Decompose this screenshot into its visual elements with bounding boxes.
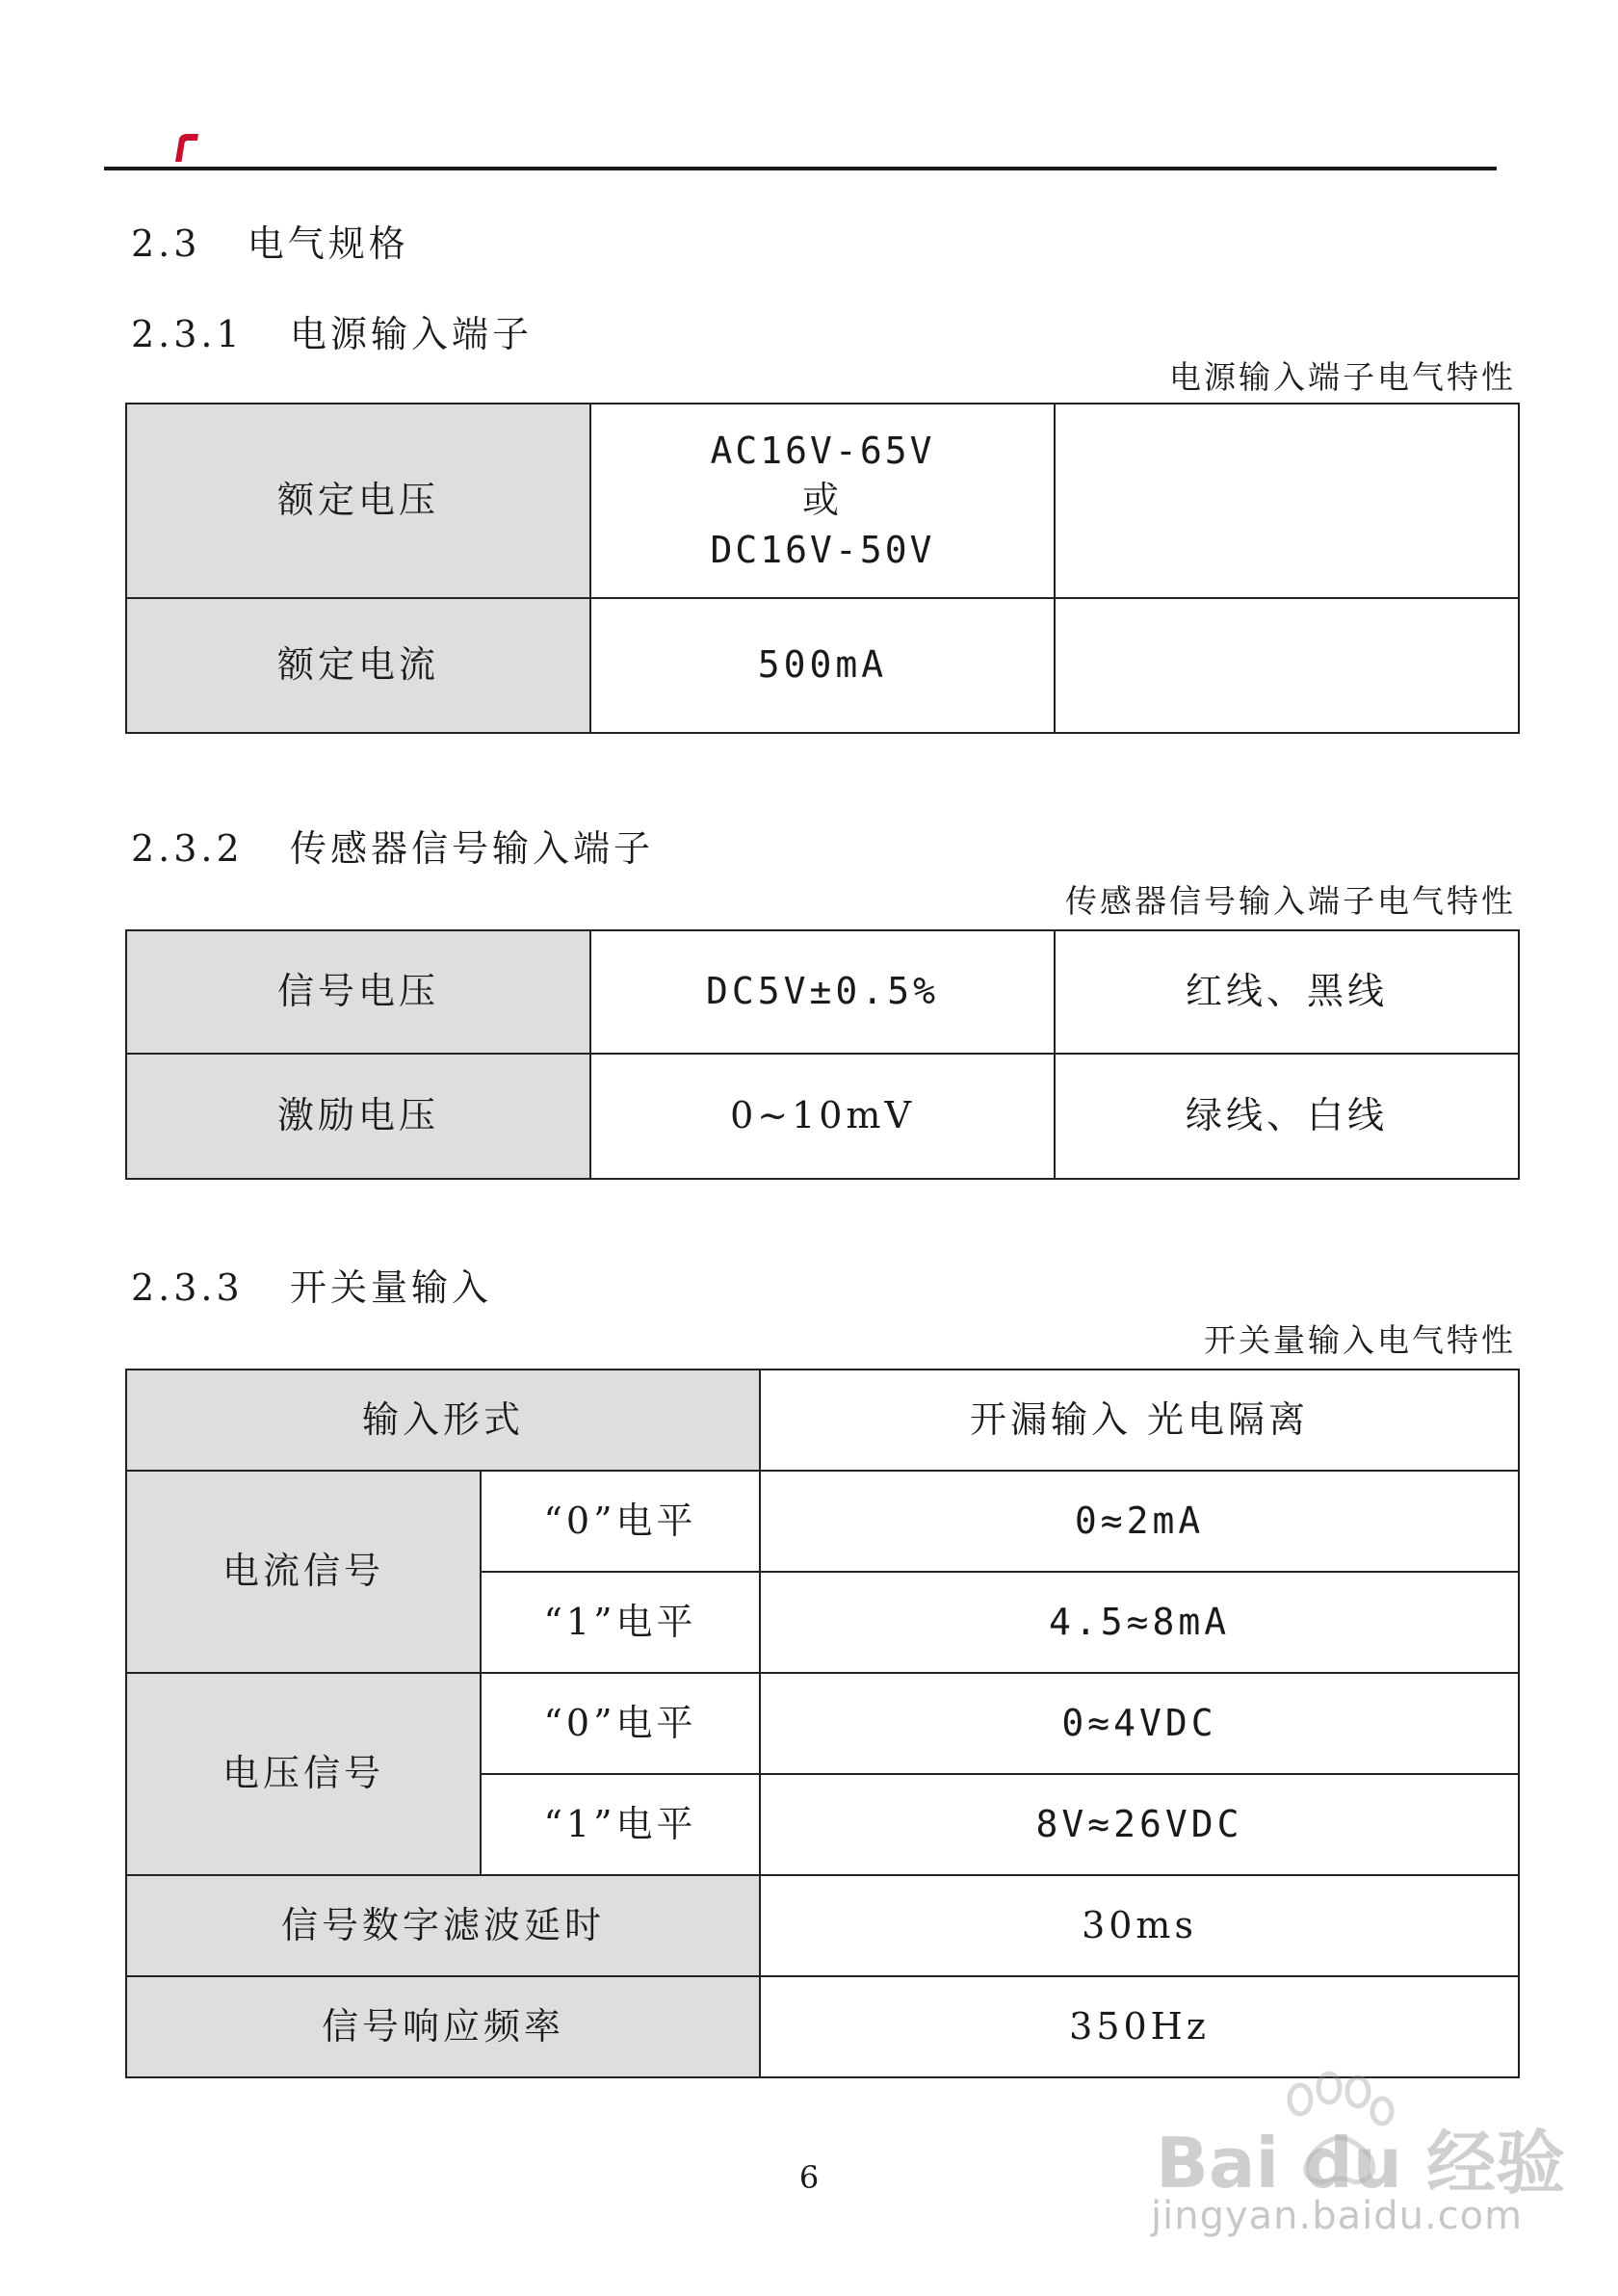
section-title: 开关量输入 xyxy=(289,1266,492,1309)
input-form-label: 输入形式 xyxy=(126,1370,760,1471)
current-level1-label: “1”电平 xyxy=(481,1572,760,1673)
table-row xyxy=(126,1673,1519,1774)
excitation-voltage-wires: 绿线、白线 xyxy=(1055,1054,1519,1179)
voltage-ac-range: AC16V-65V xyxy=(710,430,935,473)
current-signal-label: 电流信号 xyxy=(126,1471,481,1673)
signal-voltage-value: DC5V±0.5% xyxy=(590,930,1055,1054)
current-level0-label: “0”电平 xyxy=(481,1471,760,1572)
filter-delay-label: 信号数字滤波延时 xyxy=(126,1875,760,1976)
sensor-input-table xyxy=(125,929,1520,1180)
voltage-level0-label: “0”电平 xyxy=(481,1673,760,1774)
brand-logo-icon xyxy=(170,133,198,162)
rated-voltage-note xyxy=(1055,404,1519,598)
rated-voltage-label: 额定电压 xyxy=(126,404,590,598)
signal-voltage-wires: 红线、黑线 xyxy=(1055,930,1519,1054)
filter-delay-value: 30ms xyxy=(760,1875,1519,1976)
table-row xyxy=(126,1471,1519,1572)
rated-current-value: 500mA xyxy=(590,598,1055,733)
section-heading-2-3-3 xyxy=(131,1258,492,1311)
rated-current-note xyxy=(1055,598,1519,733)
response-frequency-label: 信号响应频率 xyxy=(126,1976,760,2077)
rated-current-label: 额定电流 xyxy=(126,598,590,733)
voltage-or: 或 xyxy=(801,479,843,522)
input-form-value: 开漏输入 光电隔离 xyxy=(760,1370,1519,1471)
table-row xyxy=(126,598,1519,733)
watermark-brand: Bai du 经验 xyxy=(1156,2123,1566,2204)
voltage-signal-label: 电压信号 xyxy=(126,1673,481,1875)
voltage-level0-value: 0≈4VDC xyxy=(760,1673,1519,1774)
response-frequency-value: 350Hz xyxy=(760,1976,1519,2077)
table-row xyxy=(126,930,1519,1054)
section-title: 电源输入端子 xyxy=(289,313,533,355)
page-number: 6 xyxy=(798,2159,820,2196)
header-rule xyxy=(104,167,1497,170)
excitation-voltage-value: 0~10mV xyxy=(590,1054,1055,1179)
watermark-url: jingyan.baidu.com xyxy=(1151,2194,1524,2238)
signal-voltage-label: 信号电压 xyxy=(126,930,590,1054)
switch-input-table xyxy=(125,1369,1520,2078)
section-title: 传感器信号输入端子 xyxy=(289,827,654,870)
table-row xyxy=(126,1054,1519,1179)
rated-voltage-value xyxy=(590,404,1055,598)
table-caption-power: 电源输入端子电气特性 xyxy=(1169,358,1516,396)
section-number: 2.3.1 xyxy=(131,313,244,355)
section-heading-2-3 xyxy=(131,214,409,267)
excitation-voltage-label: 激励电压 xyxy=(126,1054,590,1179)
voltage-dc-range: DC16V-50V xyxy=(710,528,935,571)
table-caption-sensor: 传感器信号输入端子电气特性 xyxy=(1065,882,1516,920)
table-row xyxy=(126,1370,1519,1471)
section-heading-2-3-1 xyxy=(131,304,533,357)
table-row xyxy=(126,1875,1519,1976)
table-row xyxy=(126,404,1519,598)
current-level0-value: 0≈2mA xyxy=(760,1471,1519,1572)
section-number: 2.3.2 xyxy=(131,827,244,870)
section-title: 电气规格 xyxy=(247,222,409,265)
power-input-table xyxy=(125,403,1520,734)
table-caption-switch: 开关量输入电气特性 xyxy=(1204,1321,1516,1359)
section-number: 2.3.3 xyxy=(131,1266,244,1309)
section-heading-2-3-2 xyxy=(131,819,654,872)
section-number: 2.3 xyxy=(131,222,201,265)
current-level1-value: 4.5≈8mA xyxy=(760,1572,1519,1673)
voltage-level1-value: 8V≈26VDC xyxy=(760,1774,1519,1875)
voltage-level1-label: “1”电平 xyxy=(481,1774,760,1875)
